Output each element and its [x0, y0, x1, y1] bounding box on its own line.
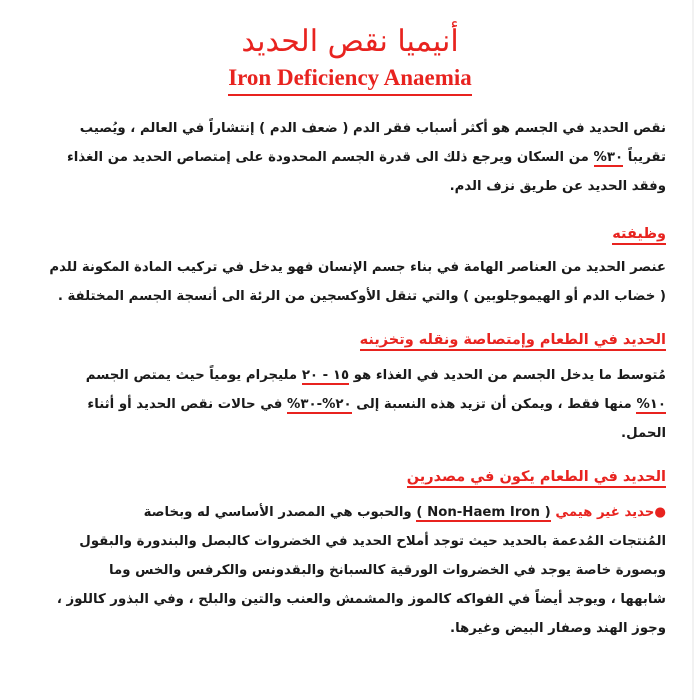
non-haem-iron-label: حديد غير هيمي: [555, 505, 655, 520]
function-heading-text: وظيفته: [612, 226, 666, 245]
non-haem-iron-english: ( Non-Haem Iron ): [416, 505, 551, 520]
arabic-title: أنيميا نقص الحديد: [241, 24, 459, 59]
function-heading: [34, 221, 666, 247]
intro-line-2-start: تقريباً: [627, 150, 666, 165]
intro-percentage: ٣٠%: [593, 150, 624, 165]
sources-line-1-end: والحبوب هي المصدر الأساسي له وبخاصة: [143, 505, 412, 520]
page-edge-shadow: [692, 0, 694, 700]
absorption-line-2-end: في حالات نقص الحديد أو أثناء: [87, 397, 283, 412]
sources-line-4: شابهها ، ويوجد أيضاً في الفواكه كالموز والمشمش والعنب والتين والبلح ، وفي البذور كاللوز ،: [56, 592, 666, 607]
absorption-heading: [34, 327, 666, 353]
function-paragraph: [34, 253, 666, 311]
intro-line-2-end: من السكان ويرجع ذلك الى قدرة الجسم المحدودة على إمتصاص الحديد من الغذاء: [67, 150, 589, 165]
absorbed-percentage: ١٠%: [636, 397, 666, 412]
function-line-2: ( خضاب الدم أو الهيموجلوبين ) والتي تنقل الأوكسجين من الرئة الى أنسجة الجسم المختلفة .: [57, 289, 666, 304]
absorption-line-1: [34, 361, 666, 390]
absorption-line-2: [34, 390, 666, 419]
intro-paragraph: [34, 114, 666, 201]
intro-line-1: نقص الحديد في الجسم هو أكثر أسباب فقر الدم ( ضعف الدم ) إنتشاراً في العالم ، ويُصيب: [79, 121, 666, 136]
sources-heading: [34, 464, 666, 490]
bullet-icon: ●: [654, 505, 666, 520]
absorption-line-3: الحمل.: [621, 426, 666, 441]
absorption-paragraph: [34, 361, 666, 448]
function-line-1: عنصر الحديد من العناصر الهامة في بناء جسم الإنسان فهو يدخل في تركيب المادة المكونة للدم: [49, 260, 666, 275]
english-title-wrap: [34, 64, 666, 96]
sources-heading-text: الحديد في الطعام يكون في مصدرين: [407, 469, 666, 488]
daily-intake-range: ١٥ - ٢٠: [301, 368, 350, 383]
sources-paragraph: [34, 498, 666, 643]
absorption-line-1-start: مُتوسط ما يدخل الجسم من الحديد في الغذاء هو: [353, 368, 666, 383]
sources-line-2: المُنتجات المُدعمة بالحديد حيث توجد أملاح الحديد في الخضروات كالبصل والبندورة والبقول: [79, 534, 666, 549]
absorption-line-2-start: منها فقط ، ويمكن أن تزيد هذه النسبة إلى: [356, 397, 632, 412]
intro-line-3: وفقد الحديد عن طريق نزف الدم.: [449, 179, 666, 194]
english-title: Iron Deficiency Anaemia: [228, 64, 472, 96]
sources-line-5: وجوز الهند وصفار البيض وغيرها.: [450, 621, 666, 636]
absorption-line-1-end: مليجرام يومياً حيث يمتص الجسم: [85, 368, 298, 383]
absorption-heading-text: الحديد في الطعام وإمتصاصة ونقله وتخزينه: [360, 332, 666, 351]
sources-line-1: [34, 498, 666, 527]
intro-line-2: [34, 143, 666, 172]
increased-percentage-range: ٢٠%-٣٠%: [287, 397, 352, 412]
sources-line-3: وبصورة خاصة يوجد في الخضروات الورقية كالسبانخ والبقدونس والكرفس والخس وما: [109, 563, 666, 578]
